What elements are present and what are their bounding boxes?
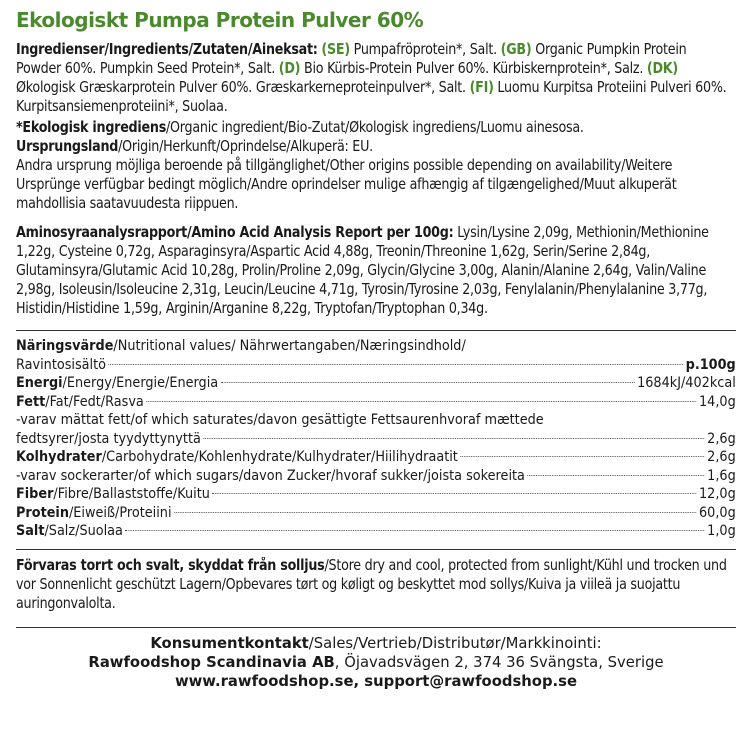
nutrient-name-bold: Salt <box>16 522 45 539</box>
contact-line-1 <box>16 634 736 653</box>
nutrient-name-bold: Energi <box>16 374 63 391</box>
nutrient-name <box>16 467 525 486</box>
contact-line-2 <box>16 653 736 672</box>
nutrition-header <box>16 337 736 356</box>
nutrient-name <box>16 393 144 412</box>
contact-label-translations: /Sales/Vertrieb/Distributør/Markkinointi: <box>308 634 602 652</box>
nutrition-row <box>16 448 736 467</box>
nutrient-value: 1,6g <box>707 466 736 484</box>
nutrition-row <box>16 485 736 504</box>
product-title: Ekologiskt Pumpa Protein Pulver 60% <box>16 8 424 32</box>
dot-leader <box>146 401 696 402</box>
nutrition-header-line2: Ravintosisältö <box>16 355 106 373</box>
origin-label: Ursprungsland <box>16 138 119 155</box>
nutrition-row <box>16 411 736 430</box>
company-address: , Öjavadsvägen 2, 374 36 Svängsta, Sverige <box>334 653 664 671</box>
ingredients-dk: Økologisk Græskarprotein Pulver 60%. Græskarkerneproteinpulver*, Salt. <box>16 79 470 96</box>
divider <box>16 549 736 550</box>
nutrient-name-bold: Fett <box>16 392 46 410</box>
contact-label: Konsumentkontakt <box>150 634 309 652</box>
dot-leader <box>109 364 683 365</box>
nutrition-table <box>16 330 736 541</box>
nutrient-name-bold: Kolhydrater <box>16 448 102 465</box>
amino-text: Lysin/Lysine 2,09g, Methionin/Methionine 1,22g, Cysteine 0,72g, Asparaginsyra/Aspartic Acid 4,88g, Treonin/Threonine 1,62g, Serin/Serine 2,84g, Glutaminsyra/Glutamic Acid 10,28g, Prolin/Proline 2,09g, Glycin/Glycine 3,00g, Alanin/Alanine 2,64g, Valin/Valine 2,98g, Isoleusin/Isoleucine 2,31g, Leucin/Leucine 4,71g, Tyrosin/Tyrosine 2,03g, Fenylalanin/Phenylalanine 3,77g, Histidin/Histidine 1,59g, Arginin/Arganine 8,22g, Tryptofan/Tryptophan 0,34g. <box>16 224 709 317</box>
ingredients-d: Bio Kürbis-Protein Pulver 60%. Kürbiskernprotein*, Salz. <box>300 60 647 77</box>
origin-section <box>16 137 734 213</box>
nutrition-row <box>16 504 736 523</box>
amino-label: Aminosyraanalysrapport/Amino Acid Analysis Report per 100g: <box>16 224 454 241</box>
origin-note: Andra ursprung möjliga beroende på tillgänglighet/Other origins possible depending on availability/Weitere Ursprünge verfügbar bedingt möglich/Andre oprindelser mulige afhængig af tilgængelighed/Muut alkuperät mahdollisia saatavuudesta riippuen. <box>16 157 677 212</box>
nutrient-value: 60,0g <box>699 503 736 521</box>
dot-leader <box>528 475 705 476</box>
nutrient-name <box>16 485 210 504</box>
nutrient-value: 14,0g <box>699 392 736 410</box>
flag-gb: (GB) <box>500 41 532 58</box>
dot-leader <box>203 438 704 439</box>
nutrient-name-translations: -varav sockerarter/of which sugars/davon Zucker/hvoraf sukker/joista sokereita <box>16 466 525 484</box>
nutrition-row <box>16 522 736 541</box>
ingredients-fi: Luomu Kurpitsa Proteiini Pulveri 60%. Kurpitsansiemenproteiini*, Suolaa. <box>16 79 727 115</box>
nutrient-value: 12,0g <box>699 485 736 502</box>
contact-section <box>16 627 736 691</box>
ingredients-label-translations: /Ingredients/Zutaten/Aineksat: <box>104 41 318 58</box>
nutrient-name-translations: /Energy/Energie/Energia <box>62 374 219 391</box>
nutrient-name <box>16 522 123 541</box>
nutrition-header-label: Näringsvärde <box>16 337 114 354</box>
storage-text: /Store dry and cool, protected from sunlight/Kühl und trocken und vor Sonnenlicht geschützt Lagern/Opbevares tørt og køligt og beskyttet mod sollys/Kuiva ja viileä ja suojattu auringonvalolta. <box>16 556 727 612</box>
dot-leader <box>460 456 704 457</box>
nutrient-value: 1684kJ/402kcal <box>637 374 736 391</box>
nutrient-name <box>16 374 218 393</box>
company-name: Rawfoodshop Scandinavia AB <box>88 653 335 671</box>
flag-se: (SE) <box>321 41 350 58</box>
organic-label: *Ekologisk ingrediens <box>16 119 167 136</box>
nutrient-value: 2,6g <box>707 448 736 465</box>
nutrition-row <box>16 374 736 393</box>
dot-leader <box>174 512 696 513</box>
origin-text: /Origin/Herkunft/Oprindelse/Alkuperä: EU. <box>118 138 373 155</box>
nutrient-value: 2,6g <box>707 429 736 447</box>
organic-text: /Organic ingredient/Bio-Zutat/Økologisk ingrediens/Luomu ainesosa. <box>166 119 584 136</box>
ingredients-se: Pumpafröprotein*, Salt. <box>349 41 501 58</box>
flag-d: (D) <box>278 60 301 77</box>
nutrition-row <box>16 467 736 486</box>
nutrient-name-translations: /Eiweiß/Proteiini <box>68 503 172 521</box>
flag-dk: (DK) <box>646 60 678 77</box>
nutrient-name-translations: /Carbohydrate/Kohlenhydrate/Kulhydrater/Hiilihydraatit <box>101 448 458 465</box>
nutrient-name-translations: fedtsyrer/josta tyydyttynyttä <box>16 429 201 447</box>
nutrient-name <box>16 448 458 467</box>
nutrient-name-bold: Fiber <box>16 485 54 502</box>
nutrition-table-inner <box>16 337 736 541</box>
dot-leader <box>126 530 705 531</box>
nutrient-value: 1,0g <box>707 522 736 539</box>
contact-web: www.rawfoodshop.se, support@rawfoodshop.se <box>174 672 578 690</box>
ingredients-gb: Organic Pumpkin Protein Powder 60%. Pumpkin Seed Protein*, Salt. <box>16 41 687 77</box>
nutrition-row <box>16 430 736 449</box>
ingredients-label: Ingredienser <box>16 41 105 58</box>
nutrient-name-translations: /Fibre/Ballaststoffe/Kuitu <box>53 485 210 502</box>
organic-note <box>16 118 734 137</box>
nutrient-name-translations: /Salz/Suolaa <box>44 522 123 539</box>
nutrient-name-bold: Protein <box>16 503 69 521</box>
dot-leader <box>221 382 635 383</box>
nutrition-header-translations: /Nutritional values/ Nährwertangaben/Næringsindhold/ <box>113 337 466 354</box>
storage-section <box>16 556 734 613</box>
nutrient-name <box>16 504 172 523</box>
nutrition-per-row <box>16 356 736 375</box>
storage-label: Förvaras torrt och svalt, skyddat från solljus <box>16 556 325 574</box>
nutrient-name <box>16 411 544 430</box>
nutrition-rows <box>16 374 736 541</box>
flag-fi: (FI) <box>469 79 494 96</box>
ingredients-section <box>16 40 734 116</box>
nutrition-per: p.100g <box>685 355 736 373</box>
nutrient-name <box>16 430 201 449</box>
nutrient-name-translations: -varav mättat fett/of which saturates/davon gesättigte Fettsaurenhvoraf mættede <box>16 411 544 428</box>
nutrient-name-translations: /Fat/Fedt/Rasva <box>45 392 144 410</box>
amino-section <box>16 223 734 318</box>
nutrition-row <box>16 393 736 412</box>
dot-leader <box>213 493 697 494</box>
